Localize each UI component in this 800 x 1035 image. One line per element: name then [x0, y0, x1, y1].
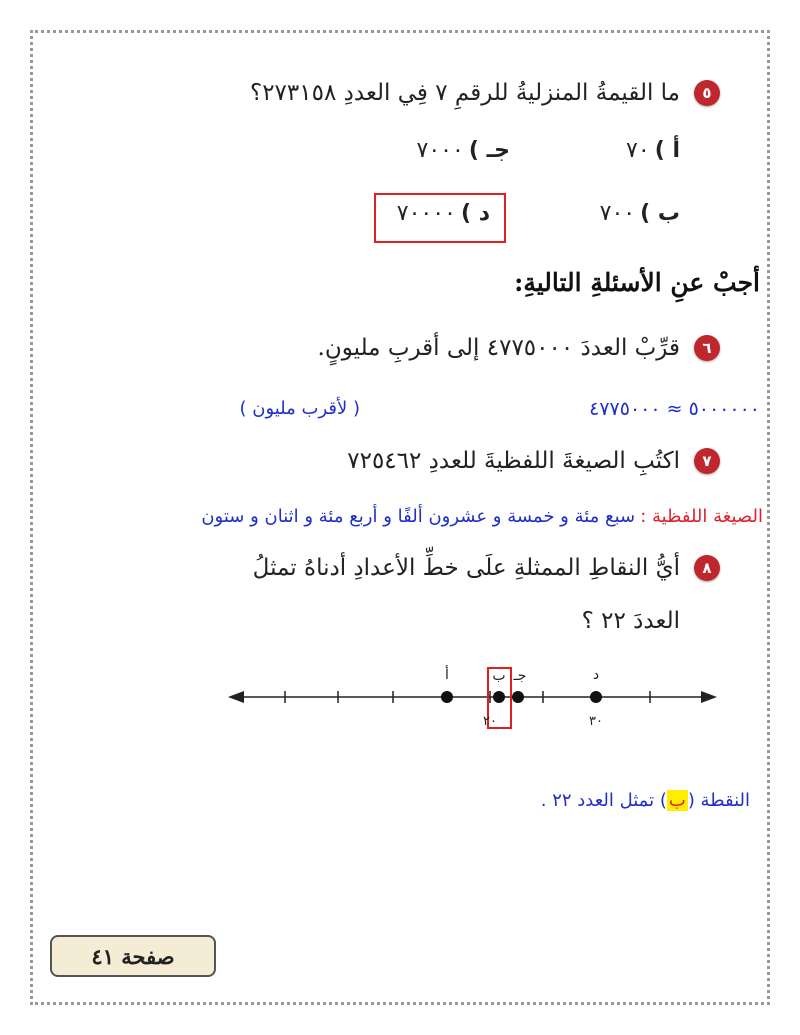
option-value: ٧٠٠ — [599, 201, 636, 226]
option-letter: جـ ) — [468, 138, 510, 163]
answer-q8 — [541, 790, 750, 811]
answer-suffix: ) تمثل العدد ٢٢ . — [540, 790, 667, 811]
number-line — [0, 655, 800, 755]
question-text-continued: العددَ ٢٢ ؟ — [581, 608, 680, 634]
question-8-line-2 — [582, 608, 680, 634]
point-label-a: أ — [445, 667, 449, 683]
point-d — [590, 691, 602, 703]
page-number-text: صفحة ٤١ — [91, 943, 175, 969]
answer-text: ٥٠٠٠٠٠٠ ≈ ٤٧٧٥٠٠٠ — [589, 398, 760, 420]
question-text: أيُّ النقاطِ الممثلةِ علَى خطِّ الأعدادِ أدناهُ تمثلُ — [252, 555, 680, 581]
option-d[interactable] — [383, 201, 490, 226]
question-5 — [250, 80, 720, 106]
option-value: ٧٠٠٠٠ — [396, 201, 456, 226]
heading-text: أجبْ عنِ الأسئلةِ التاليةِ: — [514, 268, 760, 297]
point-c — [512, 691, 524, 703]
answer-note-text: ( لأقرب مليون ) — [239, 398, 360, 419]
option-letter: أ ) — [654, 138, 680, 163]
question-6 — [318, 335, 720, 361]
question-text: ما القيمةُ المنزليةُ للرقمِ ٧ فِي العددِ ٢٧٣١٥٨؟ — [249, 80, 680, 106]
point-a — [441, 691, 453, 703]
tick-label-30: ٣٠ — [589, 714, 603, 729]
answer-label: الصيغة اللفظية : — [640, 506, 763, 527]
answer-expression — [589, 398, 760, 420]
question-8 — [253, 555, 720, 581]
question-text: اكتُبِ الصيغةَ اللفظيةَ للعددِ ٧٢٥٤٦٢ — [347, 448, 680, 474]
option-letter: د ) — [460, 201, 490, 226]
tick-label-20: ٢٠ — [483, 714, 497, 729]
left-arrow-icon — [228, 691, 244, 703]
answer-text: سبع مئة و خمسة و عشرون ألفًا و أربع مئة و اثنان و ستون — [201, 506, 636, 527]
point-label-b: ب — [492, 668, 506, 684]
question-number-badge: ٦ — [694, 335, 720, 361]
answer-note — [239, 398, 360, 419]
point-label-c: جـ — [513, 668, 527, 684]
option-a[interactable] — [612, 138, 680, 163]
option-value: ٧٠٠٠ — [416, 138, 464, 163]
page-number-label — [50, 935, 216, 977]
question-number-badge: ٧ — [694, 448, 720, 474]
question-text: قرِّبْ العددَ ٤٧٧٥٠٠٠ إلى أقربِ مليونٍ. — [317, 335, 680, 361]
right-arrow-icon — [701, 691, 717, 703]
answer-point: ب — [668, 790, 686, 811]
answer-prefix: النقطة ( — [687, 790, 750, 811]
answer-words — [201, 506, 763, 527]
option-value: ٧٠ — [626, 138, 650, 163]
question-7 — [347, 448, 720, 474]
option-b[interactable] — [586, 201, 680, 226]
point-label-d: د — [592, 667, 600, 683]
option-letter: ب ) — [640, 201, 680, 226]
option-c[interactable] — [403, 138, 510, 163]
question-number-badge: ٨ — [694, 555, 720, 581]
section-heading — [514, 268, 760, 297]
point-b — [493, 691, 505, 703]
question-number-badge: ٥ — [694, 80, 720, 106]
